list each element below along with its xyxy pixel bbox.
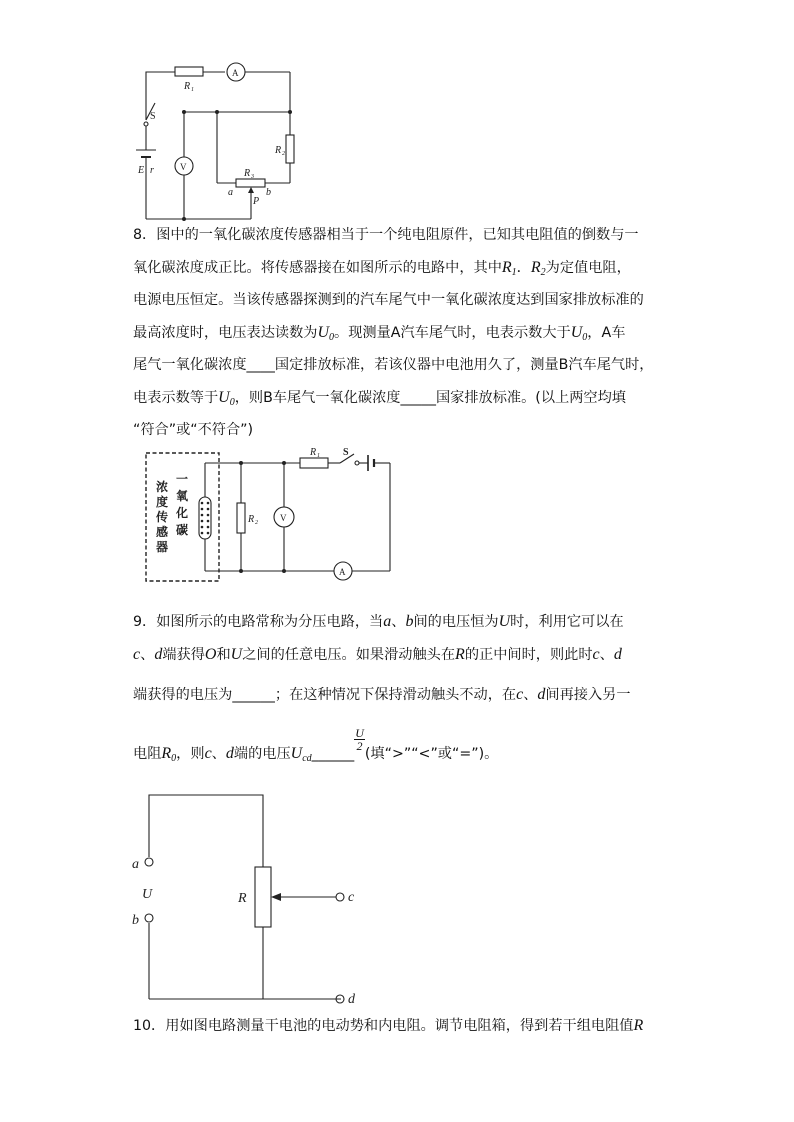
label-r1: R bbox=[184, 81, 191, 92]
svg-text:氧: 氧 bbox=[176, 489, 189, 503]
label-voltmeter: V bbox=[280, 513, 287, 523]
label-u: U bbox=[142, 887, 153, 902]
svg-text:化: 化 bbox=[176, 506, 189, 520]
figure-1-circuit bbox=[130, 55, 315, 230]
figure-3-divider-circuit bbox=[125, 785, 365, 1010]
label-ammeter: A bbox=[232, 68, 239, 78]
label-emf: E bbox=[138, 165, 145, 176]
svg-text:1: 1 bbox=[191, 87, 194, 93]
svg-text:2: 2 bbox=[255, 520, 258, 526]
label-ammeter: A bbox=[339, 567, 346, 577]
question-9: 9．如图所示的电路常称为分压电路，当a、b间的电压恒为U时，利用它可以在 c、d端获得O和U之间的任意电压。如果滑动触头在R的正中间时，则此时c、d 端获得的电压为______；在这种情况下保持滑动触头不动，在c、d间再接入另一 电阻$R_0$，则c、d端的电压$U_{cd}\_\_\_\_\_\_$ $\frac{U}{2}$ (填“>”“<”或“=”)。 bbox=[133, 613, 631, 764]
label-d: d bbox=[348, 992, 355, 1007]
label-c: c bbox=[348, 890, 355, 905]
rheostat-r bbox=[255, 867, 271, 927]
label-r: R bbox=[238, 891, 247, 906]
svg-text:器: 器 bbox=[156, 540, 169, 554]
fraction-u-over-2: $\frac{U}{2}$ bbox=[355, 726, 364, 753]
terminal-a bbox=[145, 858, 153, 866]
label-voltmeter: V bbox=[180, 162, 187, 172]
label-b: b bbox=[132, 913, 139, 928]
rheostat-r3 bbox=[236, 179, 265, 187]
svg-text:2: 2 bbox=[282, 151, 285, 157]
label-switch: S bbox=[150, 111, 156, 122]
label-a: a bbox=[228, 187, 233, 198]
resistor-r2 bbox=[286, 135, 294, 163]
svg-text:传: 传 bbox=[156, 510, 169, 524]
resistor-r1 bbox=[300, 458, 328, 468]
resistor-r2 bbox=[237, 503, 245, 533]
question-10: 10．用如图电路测量干电池的电动势和内电阻。调节电阻箱，得到若干组电阻值R bbox=[133, 1017, 644, 1034]
slider-arrow-icon bbox=[271, 893, 281, 901]
svg-text:碳: 碳 bbox=[176, 523, 189, 537]
label-r2: R bbox=[248, 514, 255, 525]
label-r2: R bbox=[275, 145, 282, 156]
co-label: 一 bbox=[176, 472, 189, 486]
svg-text:1: 1 bbox=[317, 453, 320, 459]
label-r3: R bbox=[244, 168, 251, 179]
question-8: 8．图中的一氧化碳浓度传感器相当于一个纯电阻原件，已知其电阻值的倒数与一 氧化碳浓度成正比。将传感器接在如图所示的电路中，其中$R_1$．$R_2$为定值电阻， 电源电压恒定。当该传感器探测到的汽车尾气中一氧化碳浓度达到国家排放标准的 最高浓度时，电压表达读数为$U_0$。现测量A汽车尾气时，电表示数大于$U_0$，A车 尾气一氧化碳浓度____国定排放标准，若该仪器中电池用久了，测量B汽车尾气时， 电表示数等于$U_0$，则B车尾气一氧化碳浓度_____国家排放标准。(以上两空均填 “符合”或“不符合”) bbox=[133, 227, 654, 438]
terminal-c bbox=[336, 893, 344, 901]
svg-text:度: 度 bbox=[156, 495, 169, 509]
svg-text:3: 3 bbox=[251, 174, 254, 180]
label-p: P bbox=[253, 196, 260, 207]
svg-text:感: 感 bbox=[156, 525, 169, 539]
label-a: a bbox=[132, 857, 139, 872]
sensor-label: 浓 bbox=[156, 480, 169, 494]
label-b: b bbox=[266, 187, 271, 198]
label-internal-r: r bbox=[150, 165, 154, 176]
label-switch: S bbox=[343, 448, 349, 458]
figure-2-circuit bbox=[140, 448, 400, 588]
label-r1: R bbox=[310, 448, 317, 458]
slider-arrow-icon bbox=[248, 187, 254, 193]
resistor-r1 bbox=[175, 67, 203, 76]
terminal-b bbox=[145, 914, 153, 922]
